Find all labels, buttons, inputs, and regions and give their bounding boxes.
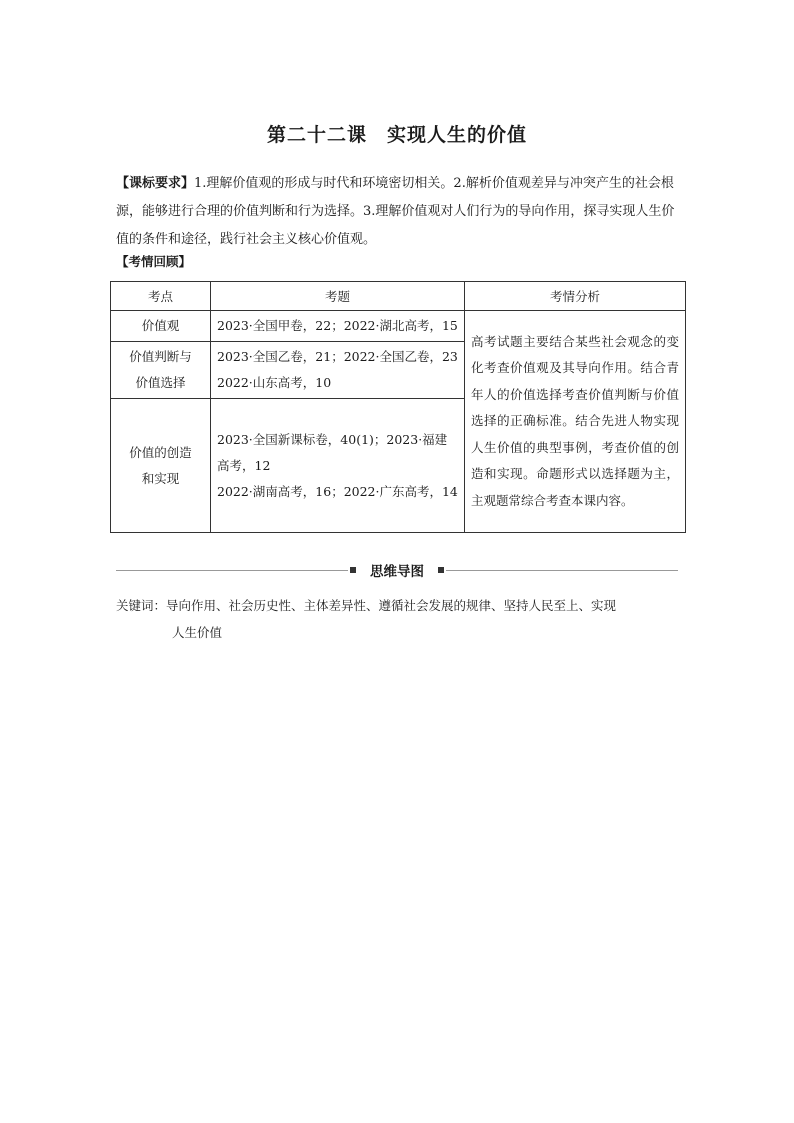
curriculum-requirements: [116, 170, 686, 254]
exam-line: 2022·山东高考，10: [217, 375, 332, 390]
exam-cell: [211, 399, 465, 533]
exam-line: 2023·全国新课标卷，40(1)；2023·福建高考，12: [217, 431, 448, 473]
divider-dot-right: [438, 567, 444, 573]
page-title: 第二十二课 实现人生的价值: [266, 124, 527, 146]
point-cell: 价值观: [111, 311, 211, 342]
requirements-text: 1.理解价值观的形成与时代和环境密切相关。2.解析价值观差异与冲突产生的社会根源，能够进行合理的价值判断和行为选择。3.理解价值观对人们行为的导向作用，探寻实现人生价值的条件和途径，践行社会主义核心价值观。: [116, 176, 675, 247]
point-text: 价值的创造和实现: [129, 444, 192, 486]
keywords-line-2: 人生价值: [172, 625, 223, 640]
mindmap-divider: [116, 560, 678, 580]
analysis-cell: 高考试题主要结合某些社会观念的变化考查价值观及其导向作用。结合青年人的价值选择考查价值判断与价值选择的正确标准。结合先进人物实现人生价值的典型事例，考查价值的创造和实现。命题形式以选择题为主，主观题常综合考查本课内容。: [465, 311, 686, 533]
exam-line: 2023·全国甲卷，22；2022·湖北高考，15: [217, 318, 458, 333]
point-cell: [111, 399, 211, 533]
keywords-line-1: 导向作用、社会历史性、主体差异性、遵循社会发展的规律、坚持人民至上、实现: [166, 598, 617, 613]
keywords-label: 关键词：: [116, 598, 167, 613]
exam-cell: [211, 311, 465, 342]
header-point: 考点: [111, 282, 211, 311]
header-analysis: 考情分析: [465, 282, 686, 311]
divider-line-right: [446, 570, 678, 571]
header-exam: 考题: [211, 282, 465, 311]
mindmap-label: 思维导图: [370, 564, 424, 580]
exam-line: 2022·湖南高考，16；2022·广东高考，14: [217, 483, 458, 499]
exam-cell: [211, 342, 465, 399]
keywords-block: [116, 592, 686, 646]
exam-review-table: [110, 281, 686, 533]
point-cell: [111, 342, 211, 399]
review-label: 【考情回顾】: [116, 254, 192, 269]
table-row: [111, 311, 686, 342]
point-text: 价值判断与价值选择: [129, 349, 192, 390]
requirements-tag: 【课标要求】: [116, 176, 195, 191]
exam-line: 2023·全国乙卷，21；2022·全国乙卷，23: [217, 349, 458, 364]
table-header-row: [111, 282, 686, 311]
